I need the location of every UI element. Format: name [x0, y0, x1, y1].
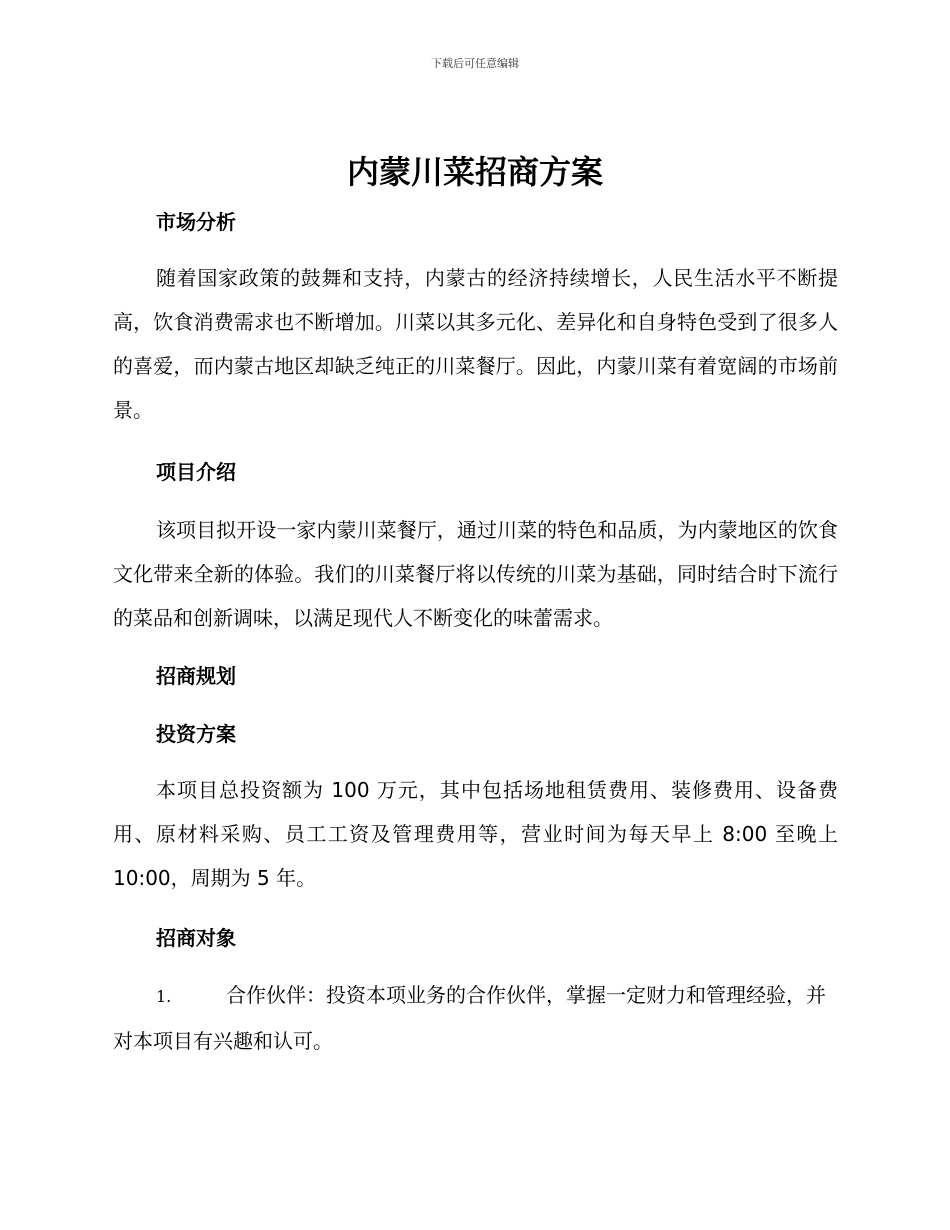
heading-recruitment-plan: 招商规划	[156, 664, 236, 688]
header-note: 下载后可任意编辑	[431, 57, 519, 70]
list-item-text: 合作伙伴：投资本项业务的合作伙伴，掌握一定财力和管理经验，并对本项目有兴趣和认可。	[113, 983, 826, 1053]
paragraph-project-intro: 该项目拟开设一家内蒙川菜餐厅，通过川菜的特色和品质，为内蒙地区的饮食文化带来全新的体验。我们的川菜餐厅将以传统的川菜为基础，同时结合时下流行的菜品和创新调味，以满足现代人不断变化的味蕾需求。	[113, 518, 838, 630]
heading-project-intro: 项目介绍	[156, 460, 236, 484]
document-title: 内蒙川菜招商方案	[346, 153, 603, 191]
heading-market-analysis: 市场分析	[156, 210, 236, 234]
heading-recruitment-targets: 招商对象	[156, 926, 236, 950]
paragraph-investment-plan: 本项目总投资额为 100 万元，其中包括场地租赁费用、装修费用、设备费用、原材料采购、员工工资及管理费用等，营业时间为每天早上 8:00 至晚上 10:00，周期为 5 年。	[113, 778, 838, 890]
paragraph-market-analysis: 随着国家政策的鼓舞和支持，内蒙古的经济持续增长，人民生活水平不断提高，饮食消费需求也不断增加。川菜以其多元化、差异化和自身特色受到了很多人的喜爱，而内蒙古地区却缺乏纯正的川菜餐厅。因此，内蒙川菜有着宽阔的市场前景。	[113, 266, 838, 422]
heading-investment-plan: 投资方案	[156, 722, 236, 746]
list-item-partner	[113, 973, 838, 1063]
list-item-number: 1.	[156, 987, 172, 1006]
